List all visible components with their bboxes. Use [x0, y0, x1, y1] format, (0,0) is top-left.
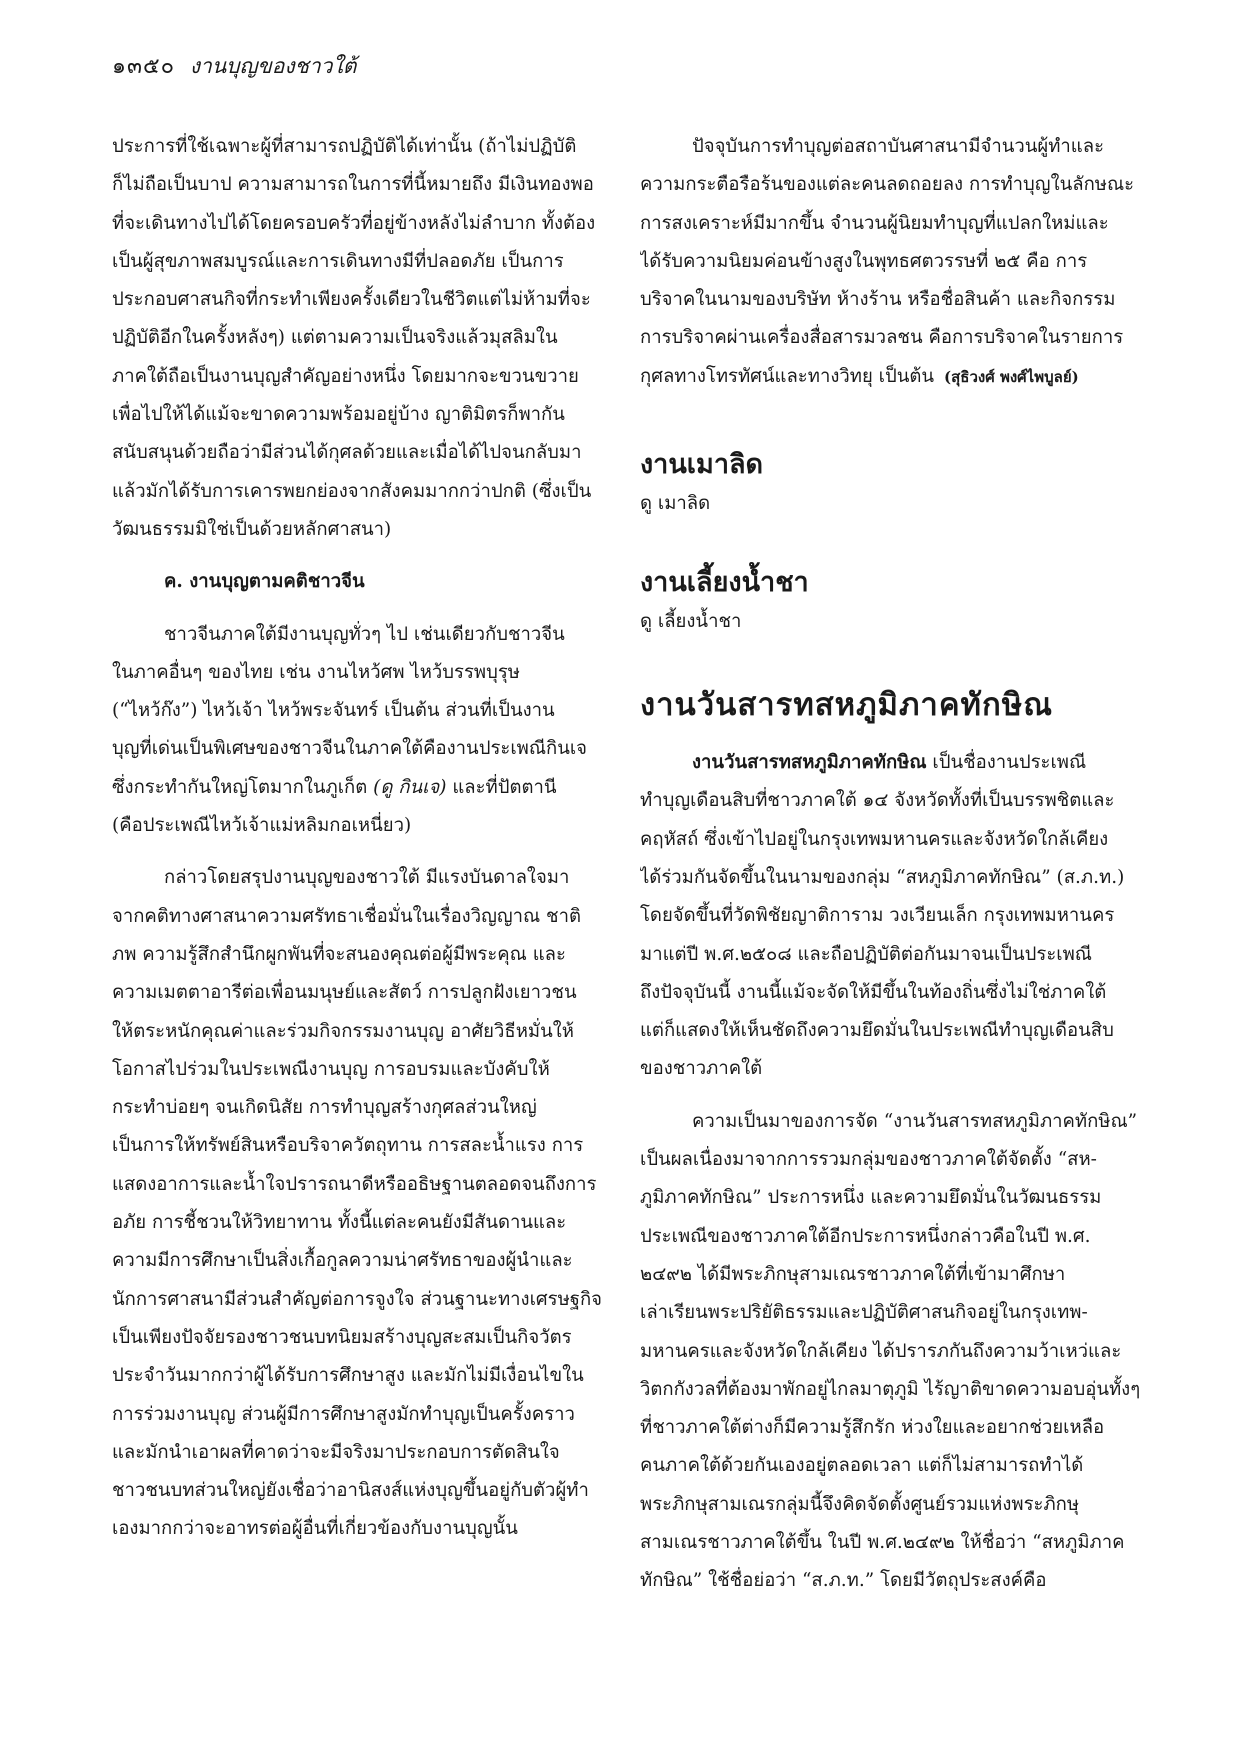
paragraph [112, 616, 612, 846]
text-line: ความเป็นมาของการจัด “งานวันสารทสหภูมิภาคทักษิณ” [692, 1110, 1138, 1132]
text-line: ความกระตือรือร้นของแต่ละคนลดถอยลง การทำบุญในลักษณะ [640, 174, 1135, 196]
text-line: แสดงอาการและน้ำใจปรารถนาดีหรืออธิษฐานตลอดจนถึงการ [112, 1173, 597, 1195]
text-line: ได้รับความนิยมค่อนข้างสูงในพุทธศตวรรษที่ ๒๕ คือ การ [640, 250, 1088, 272]
text-line: (คือประเพณีไหว้เจ้าแม่หลิมกอเหนี่ยว) [112, 815, 412, 837]
text-line: ภพ ความรู้สึกสำนึกผูกพันที่จะสนองคุณต่อผู้มีพระคุณ และ [112, 943, 566, 965]
text-line: การบริจาคผ่านเครื่องสื่อสารมวลชน คือการบริจาคในรายการ [640, 327, 1124, 349]
text-line: ภูมิภาคทักษิณ” ประการหนึ่ง และความยึดมั่นในวัฒนธรรม [640, 1187, 1102, 1209]
text-line: สามเณรชาวภาคใต้ขึ้น ในปี พ.ศ.๒๔๙๒ ให้ชื่อว่า “สหภูมิภาค [640, 1532, 1125, 1554]
entry-heading-sart-festival: งานวันสารทสหภูมิภาคทักษิณ [640, 687, 1053, 723]
text-line [112, 769, 612, 807]
text-line: ที่ชาวภาคใต้ต่างก็มีความรู้สึกรัก ห่วงใยและอยากช่วยเหลือ [640, 1417, 1105, 1439]
text-line: เล่าเรียนพระปริยัติธรรมและปฏิบัติศาสนกิจอยู่ในกรุงเทพ- [640, 1302, 1088, 1324]
text-line: ก็ไม่ถือเป็นบาป ความสามารถในการที่นี้หมายถึง มีเงินทองพอ [112, 174, 594, 196]
text-line: อภัย การชี้ชวนให้วิทยาทาน ทั้งนี้แต่ละคนยังมีสันดานและ [112, 1212, 567, 1234]
text-line: จากคติทางศาสนาความศรัทธาเชื่อมั่นในเรื่องวิญญาณ ชาติ [112, 905, 582, 927]
text-line: แล้วมักได้รับการเคารพยกย่องจากสังคมมากกว่าปกติ (ซึ่งเป็น [112, 480, 592, 502]
text-line: การร่วมงานบุญ ส่วนผู้มีการศึกษาสูงมักทำบุญเป็นครั้งคราว [112, 1403, 575, 1425]
text-line: วัฒนธรรมมิใช่เป็นด้วยหลักศาสนา) [112, 518, 392, 540]
paragraph [640, 128, 1140, 396]
text-line: มาแต่ปี พ.ศ.๒๕๐๘ และถือปฏิบัติต่อกันมาจนเป็นประเพณี [640, 943, 1092, 965]
text-line: (“ไหว้ก๊ง”) ไหว้เจ้า ไหว้พระจันทร์ เป็นต้น ส่วนที่เป็นงาน [112, 700, 555, 722]
text-run: และที่ปัตตานี [446, 776, 557, 798]
text-line: ได้ร่วมกันจัดขึ้นในนามของกลุ่ม “สหภูมิภาคทักษิณ” (ส.ภ.ท.) [640, 866, 1125, 888]
text-run: เป็นชื่องานประเพณี [926, 752, 1087, 774]
text-line: เป็นเพียงปัจจัยรองชาวชนบทนิยมสร้างบุญสะสมเป็นกิจวัตร [112, 1326, 572, 1348]
text-line: ภาคใต้ถือเป็นงานบุญสำคัญอย่างหนึ่ง โดยมากจะขวนขวาย [112, 365, 579, 387]
paragraph [640, 1103, 1140, 1601]
text-line: ทักษิณ” ใช้ชื่อย่อว่า “ส.ภ.ท.” โดยมีวัตถุประสงค์คือ [640, 1570, 1047, 1592]
text-line: ให้ตระหนักคุณค่าและร่วมกิจกรรมงานบุญ อาศัยวิธีหมั่นให้ [112, 1020, 574, 1042]
text-line: การสงเคราะห์มีมากขึ้น จำนวนผู้นิยมทำบุญที่แปลกใหม่และ [640, 212, 1109, 234]
see-reference: ดู เมาลิด [640, 493, 711, 515]
text-line: ความมีการศึกษาเป็นสิ่งเกื้อกูลความน่าศรัทธาของผู้นำและ [112, 1250, 573, 1272]
text-line: ปัจจุบันการทำบุญต่อสถาบันศาสนามีจำนวนผู้ทำและ [692, 136, 1105, 157]
text-line: บริจาคในนามของบริษัท ห้างร้าน หรือชื่อสินค้า และกิจกรรม [640, 289, 1116, 311]
text-line: โอกาสไปร่วมในประเพณีงานบุญ การอบรมและบังคับให้ [112, 1058, 550, 1080]
text-run: ซึ่งกระทำกันใหญ่โตมากในภูเก็ต [112, 776, 374, 798]
text-line: พระภิกษุสามเณรกลุ่มนี้จึงคิดจัดตั้งศูนย์รวมแห่งพระภิกษุ [640, 1493, 1080, 1515]
text-line [640, 744, 1140, 782]
running-title: งานบุญของชาวใต้ [189, 54, 357, 78]
section-subheading: ค. งานบุญตามคติชาวจีน [164, 571, 365, 593]
text-line: ๒๔๙๒ ได้มีพระภิกษุสามเณรชาวภาคใต้ที่เข้ามาศึกษา [640, 1263, 1066, 1285]
author-citation: (สุธิวงศ์ พงศ์ไพบูลย์) [944, 367, 1079, 386]
text-line: เป็นการให้ทรัพย์สินหรือบริจาควัตถุทาน การสละน้ำแรง การ [112, 1135, 584, 1157]
text-line: เป็นผลเนื่องมาจากการรวมกลุ่มของชาวภาคใต้จัดตั้ง “สห- [640, 1149, 1097, 1171]
text-line: เพื่อไปให้ได้แม้จะขาดความพร้อมอยู่บ้าง ญาติมิตรก็พากัน [112, 404, 565, 426]
text-line: บุญที่เด่นเป็นพิเศษของชาวจีนในภาคใต้คืองานประเพณีกินเจ [112, 738, 588, 760]
text-line: ปฏิบัติอีกในครั้งหลังๆ) แต่ตามความเป็นจริงแล้วมุสลิมใน [112, 327, 558, 349]
text-line: ที่จะเดินทางไปได้โดยครอบครัวที่อยู่ข้างหลังไม่ลำบาก ทั้งต้อง [112, 212, 596, 234]
cross-reference: (ดู กินเจ) [373, 776, 447, 798]
text-line: ชาวชนบทส่วนใหญ่ยังเชื่อว่าอานิสงส์แห่งบุญขึ้นอยู่กับตัวผู้ทำ [112, 1480, 589, 1502]
text-line: สนับสนุนด้วยถือว่ามีส่วนได้กุศลด้วยและเมื่อได้ไปจนกลับมา [112, 442, 582, 464]
text-line: กระทำบ่อยๆ จนเกิดนิสัย การทำบุญสร้างกุศลส่วนใหญ่ [112, 1097, 537, 1119]
paragraph [640, 744, 1140, 1089]
text-line: ประกอบศาสนกิจที่กระทำเพียงครั้งเดียวในชีวิตแต่ไม่ห้ามที่จะ [112, 289, 591, 311]
entry-heading-tea-party: งานเลี้ยงน้ำชา [640, 567, 809, 598]
text-line: คฤหัสถ์ ซึ่งเข้าไปอยู่ในกรุงเทพมหานครและจังหวัดใกล้เคียง [640, 828, 1109, 850]
text-run: กุศลทางโทรทัศน์และทางวิทยุ เป็นต้น [640, 365, 935, 387]
text-line: ถึงปัจจุบันนี้ งานนี้แม้จะจัดให้มีขึ้นในท้องถิ่นซึ่งไม่ใช่ภาคใต้ [640, 981, 1107, 1003]
text-line: และมักนำเอาผลที่คาดว่าจะมีจริงมาประกอบการตัดสินใจ [112, 1441, 560, 1463]
text-line: ชาวจีนภาคใต้มีงานบุญทั่วๆ ไป เช่นเดียวกับชาวจีน [164, 623, 565, 645]
paragraph [112, 128, 612, 549]
text-line: ความเมตตาอารีต่อเพื่อนมนุษย์และสัตว์ การปลูกฝังเยาวชน [112, 982, 577, 1004]
running-head [112, 48, 356, 83]
text-line: วิตกกังวลที่ต้องมาพักอยู่ไกลมาตุภูมิ ไร้ญาติขาดความอบอุ่นทั้งๆ [640, 1378, 1140, 1400]
text-line: ประการที่ใช้เฉพาะผู้ที่สามารถปฏิบัติได้เท่านั้น (ถ้าไม่ปฏิบัติ [112, 136, 577, 157]
text-line: เองมากกว่าจะอาทรต่อผู้อื่นที่เกี่ยวข้องกับงานบุญนั้น [112, 1518, 518, 1540]
term-bold: งานวันสารทสหภูมิภาคทักษิณ [692, 752, 927, 774]
text-line: ของชาวภาคใต้ [640, 1058, 763, 1080]
text-line: ประจำวันมากกว่าผู้ได้รับการศึกษาสูง และมักไม่มีเงื่อนไขใน [112, 1365, 584, 1387]
see-reference: ดู เลี้ยงน้ำชา [640, 611, 742, 633]
text-line: ประเพณีของชาวภาคใต้อีกประการหนึ่งกล่าวคือในปี พ.ศ. [640, 1225, 1091, 1247]
text-line: โดยจัดขึ้นที่วัดพิชัยญาติการาม วงเวียนเล็ก กรุงเทพมหานคร [640, 905, 1115, 927]
entry-heading-maulid: งานเมาลิด [640, 449, 764, 480]
text-line: คนภาคใต้ด้วยกันเองอยู่ตลอดเวลา แต่ก็ไม่สามารถทำได้ [640, 1455, 1084, 1477]
right-column [640, 128, 1140, 1601]
left-column [112, 128, 612, 1549]
text-line: มหานครและจังหวัดใกล้เคียง ได้ปรารภกันถึงความว้าเหว่และ [640, 1340, 1122, 1362]
text-line: นักการศาสนามีส่วนสำคัญต่อการจูงใจ ส่วนฐานะทางเศรษฐกิจ [112, 1288, 603, 1310]
text-line: ทำบุญเดือนสิบที่ชาวภาคใต้ ๑๔ จังหวัดทั้งที่เป็นบรรพชิตและ [640, 790, 1115, 812]
text-line: กล่าวโดยสรุปงานบุญของชาวใต้ มีแรงบันดาลใจมา [164, 867, 570, 889]
page-number: ๑๓๕๐ [112, 54, 176, 79]
text-line: แต่ก็แสดงให้เห็นชัดถึงความยึดมั่นในประเพณีทำบุญเดือนสิบ [640, 1020, 1114, 1042]
paragraph [112, 859, 612, 1548]
text-line: เป็นผู้สุขภาพสมบูรณ์และการเดินทางมีที่ปลอดภัย เป็นการ [112, 250, 564, 272]
text-line: ในภาคอื่นๆ ของไทย เช่น งานไหว้ศพ ไหว้บรรพบุรุษ [112, 661, 520, 683]
text-line [640, 358, 1140, 396]
